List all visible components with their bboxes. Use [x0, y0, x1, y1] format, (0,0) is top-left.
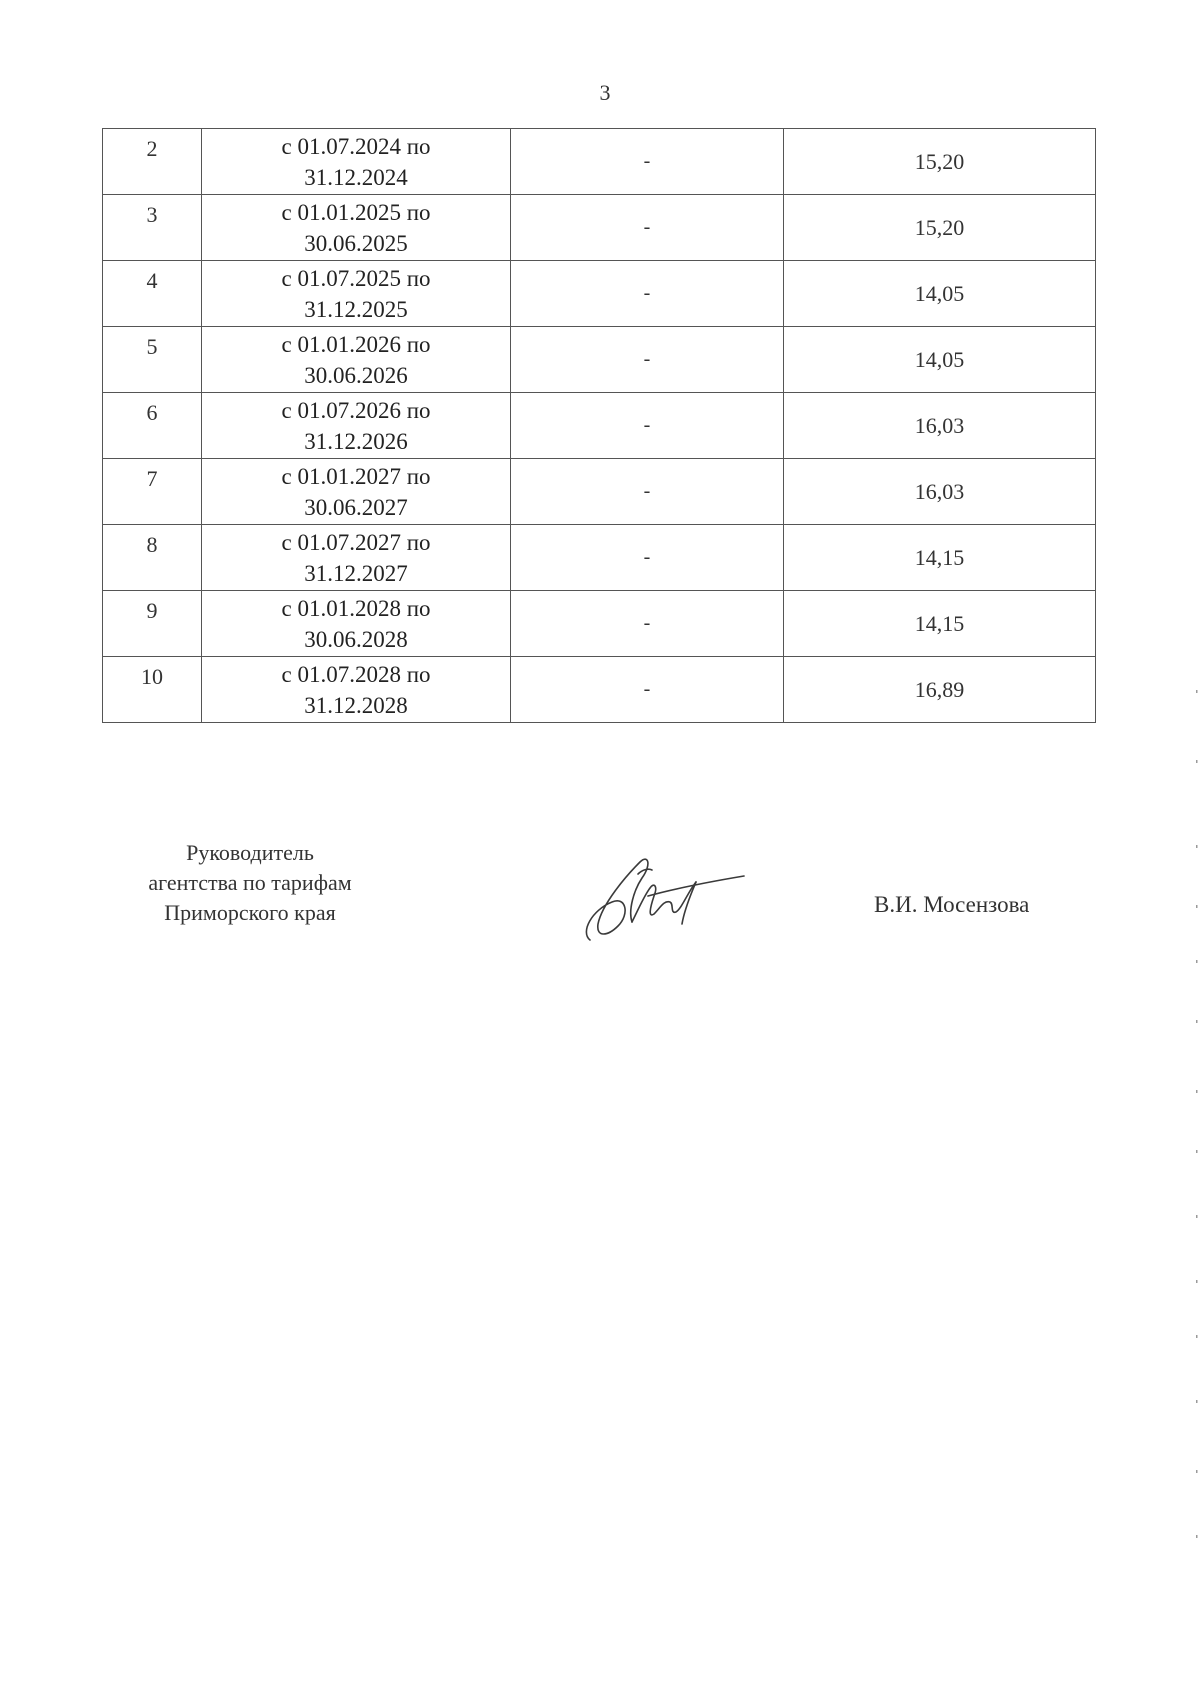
value-cell: 15,20 — [784, 195, 1096, 261]
page-number: 3 — [599, 80, 611, 105]
row-number: 10 — [103, 657, 202, 723]
period-cell — [202, 195, 511, 261]
signatory-title-line: Приморского края — [164, 900, 336, 925]
period-end: 31.12.2026 — [304, 428, 408, 454]
row-number: 6 — [103, 393, 202, 459]
period-end: 31.12.2027 — [304, 560, 408, 586]
period-cell — [202, 327, 511, 393]
row-number: 5 — [103, 327, 202, 393]
value-cell: 14,15 — [784, 525, 1096, 591]
row-number: 4 — [103, 261, 202, 327]
period-start: с 01.01.2027 по — [281, 463, 431, 489]
dash-cell: - — [511, 657, 784, 723]
scan-edge-marks — [1192, 0, 1200, 1698]
period-start: с 01.01.2025 по — [281, 199, 431, 225]
period-end: 30.06.2026 — [304, 362, 408, 388]
dash-cell: - — [511, 129, 784, 195]
signatory-title — [110, 838, 390, 928]
dash-cell: - — [511, 261, 784, 327]
period-end: 31.12.2028 — [304, 692, 408, 718]
table-row — [103, 591, 1096, 657]
value-cell: 15,20 — [784, 129, 1096, 195]
table-row — [103, 525, 1096, 591]
row-number: 8 — [103, 525, 202, 591]
table-row — [103, 657, 1096, 723]
dash-cell: - — [511, 591, 784, 657]
period-start: с 01.07.2025 по — [281, 265, 431, 291]
signatory-title-line: агентства по тарифам — [148, 870, 352, 895]
tariff-table — [102, 128, 1096, 723]
table-row — [103, 393, 1096, 459]
row-number: 9 — [103, 591, 202, 657]
dash-cell: - — [511, 525, 784, 591]
table-row — [103, 459, 1096, 525]
row-number: 3 — [103, 195, 202, 261]
table-row — [103, 129, 1096, 195]
period-start: с 01.07.2026 по — [281, 397, 431, 423]
table-row — [103, 195, 1096, 261]
signer-name: В.И. Мосензова — [874, 892, 1030, 917]
dash-cell: - — [511, 195, 784, 261]
period-start: с 01.07.2028 по — [281, 661, 431, 687]
value-cell: 14,15 — [784, 591, 1096, 657]
signatory-title-line: Руководитель — [186, 840, 314, 865]
period-cell — [202, 393, 511, 459]
period-cell — [202, 459, 511, 525]
value-cell: 16,03 — [784, 393, 1096, 459]
period-cell — [202, 261, 511, 327]
value-cell: 16,89 — [784, 657, 1096, 723]
dash-cell: - — [511, 327, 784, 393]
period-end: 31.12.2024 — [304, 164, 408, 190]
period-start: с 01.01.2028 по — [281, 595, 431, 621]
period-end: 30.06.2027 — [304, 494, 408, 520]
period-cell — [202, 525, 511, 591]
period-start: с 01.07.2027 по — [281, 529, 431, 555]
period-cell — [202, 591, 511, 657]
table-row — [103, 261, 1096, 327]
dash-cell: - — [511, 393, 784, 459]
period-end: 30.06.2028 — [304, 626, 408, 652]
value-cell: 14,05 — [784, 327, 1096, 393]
period-start: с 01.07.2024 по — [281, 133, 431, 159]
period-end: 30.06.2025 — [304, 230, 408, 256]
dash-cell: - — [511, 459, 784, 525]
period-start: с 01.01.2026 по — [281, 331, 431, 357]
row-number: 2 — [103, 129, 202, 195]
row-number: 7 — [103, 459, 202, 525]
period-cell — [202, 129, 511, 195]
value-cell: 16,03 — [784, 459, 1096, 525]
period-end: 31.12.2025 — [304, 296, 408, 322]
period-cell — [202, 657, 511, 723]
value-cell: 14,05 — [784, 261, 1096, 327]
table-row — [103, 327, 1096, 393]
signature-icon — [578, 852, 748, 952]
